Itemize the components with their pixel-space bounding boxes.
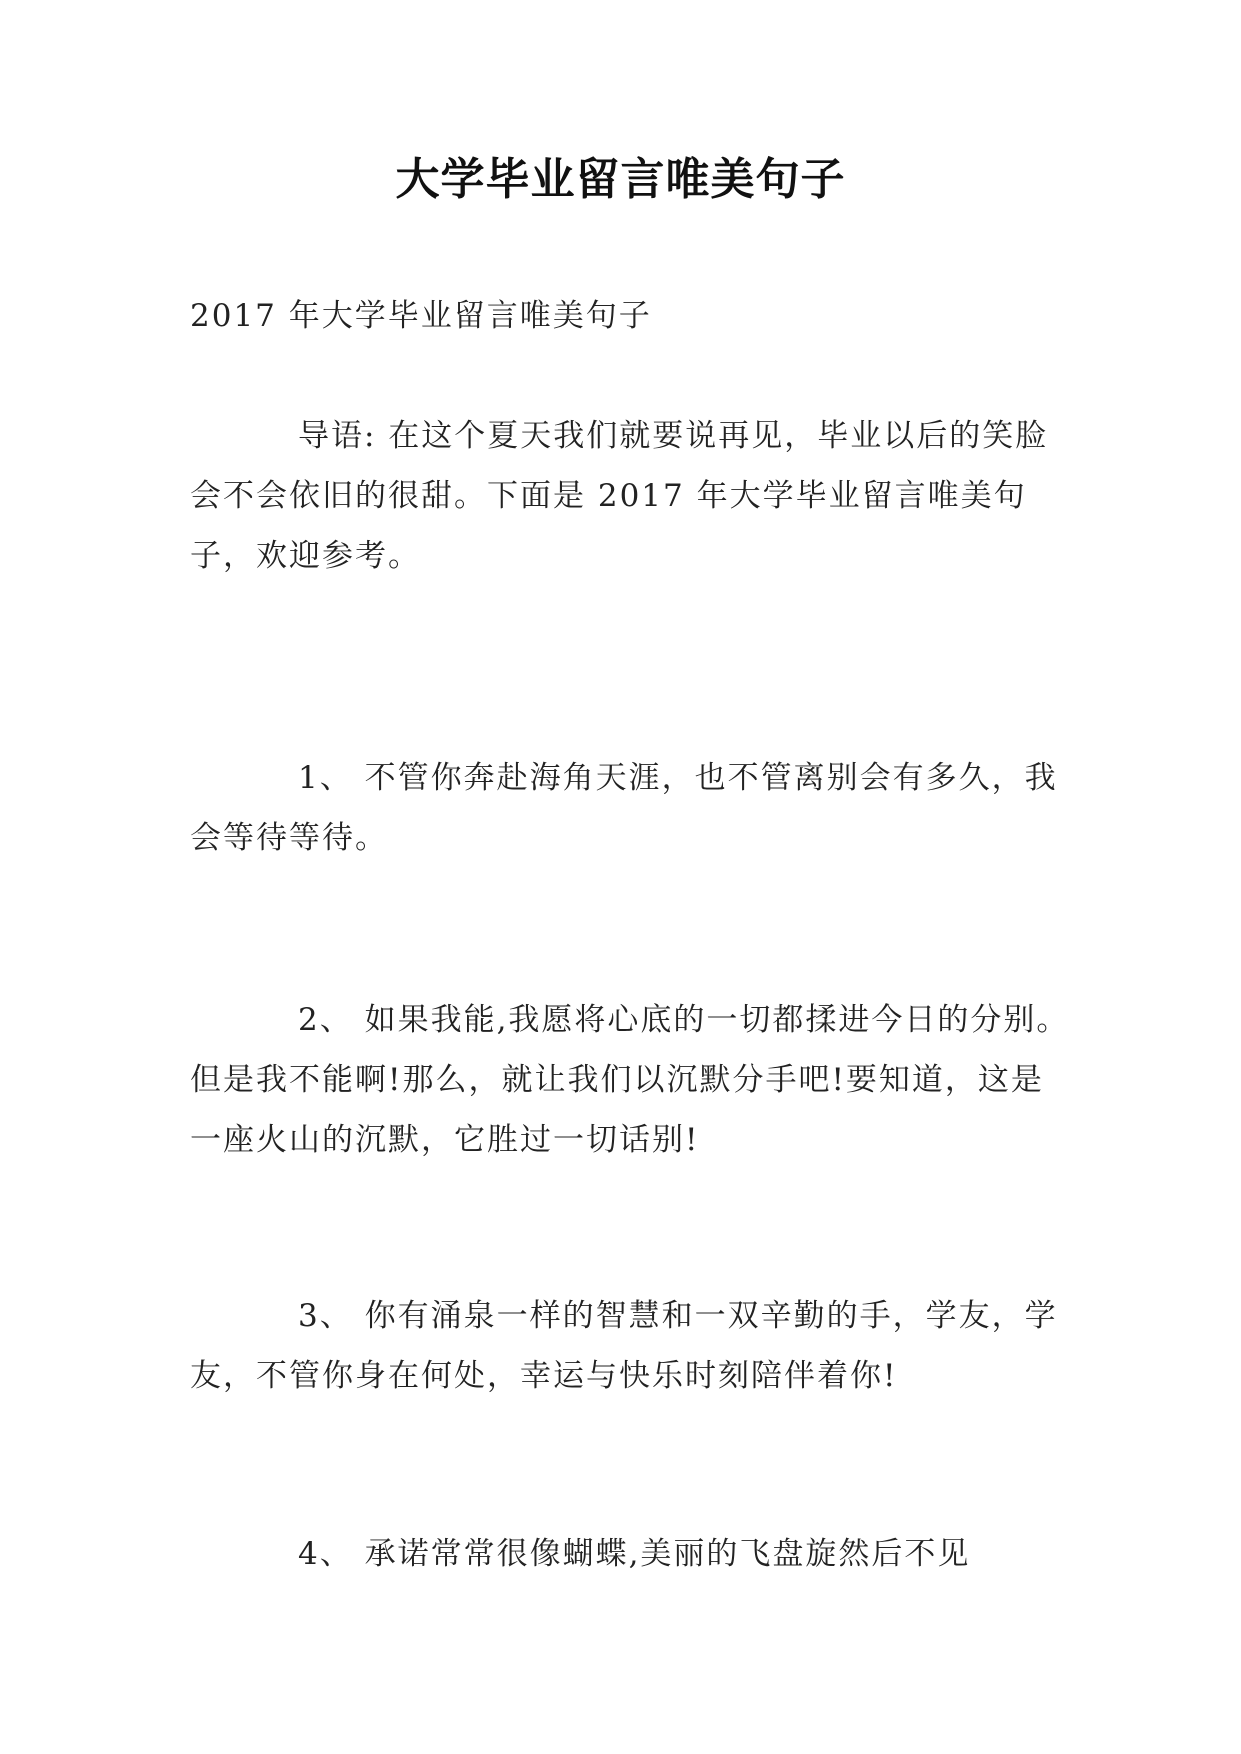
document-subtitle: 2017 年大学毕业留言唯美句子 (190, 298, 652, 334)
quote-item-1: 1、 不管你奔赴海角天涯，也不管离别会有多久，我会等待等待。 (190, 760, 1058, 856)
quote-item-4: 4、 承诺常常很像蝴蝶,美丽的飞盘旋然后不见 (298, 1536, 971, 1572)
quote-item-2: 2、 如果我能,我愿将心底的一切都揉进今日的分别。但是我不能啊!那么，就让我们以沉默分手吧!要知道，这是一座火山的沉默，它胜过一切话别! (190, 1002, 1070, 1158)
intro-paragraph: 导语: 在这个夏天我们就要说再见，毕业以后的笑脸会不会依旧的很甜。下面是 2017 年大学毕业留言唯美句子，欢迎参考。 (190, 418, 1049, 574)
quote-item-3: 3、 你有涌泉一样的智慧和一双辛勤的手，学友，学友，不管你身在何处，幸运与快乐时刻陪伴着你! (190, 1298, 1058, 1394)
document-title: 大学毕业留言唯美句子 (395, 154, 846, 205)
